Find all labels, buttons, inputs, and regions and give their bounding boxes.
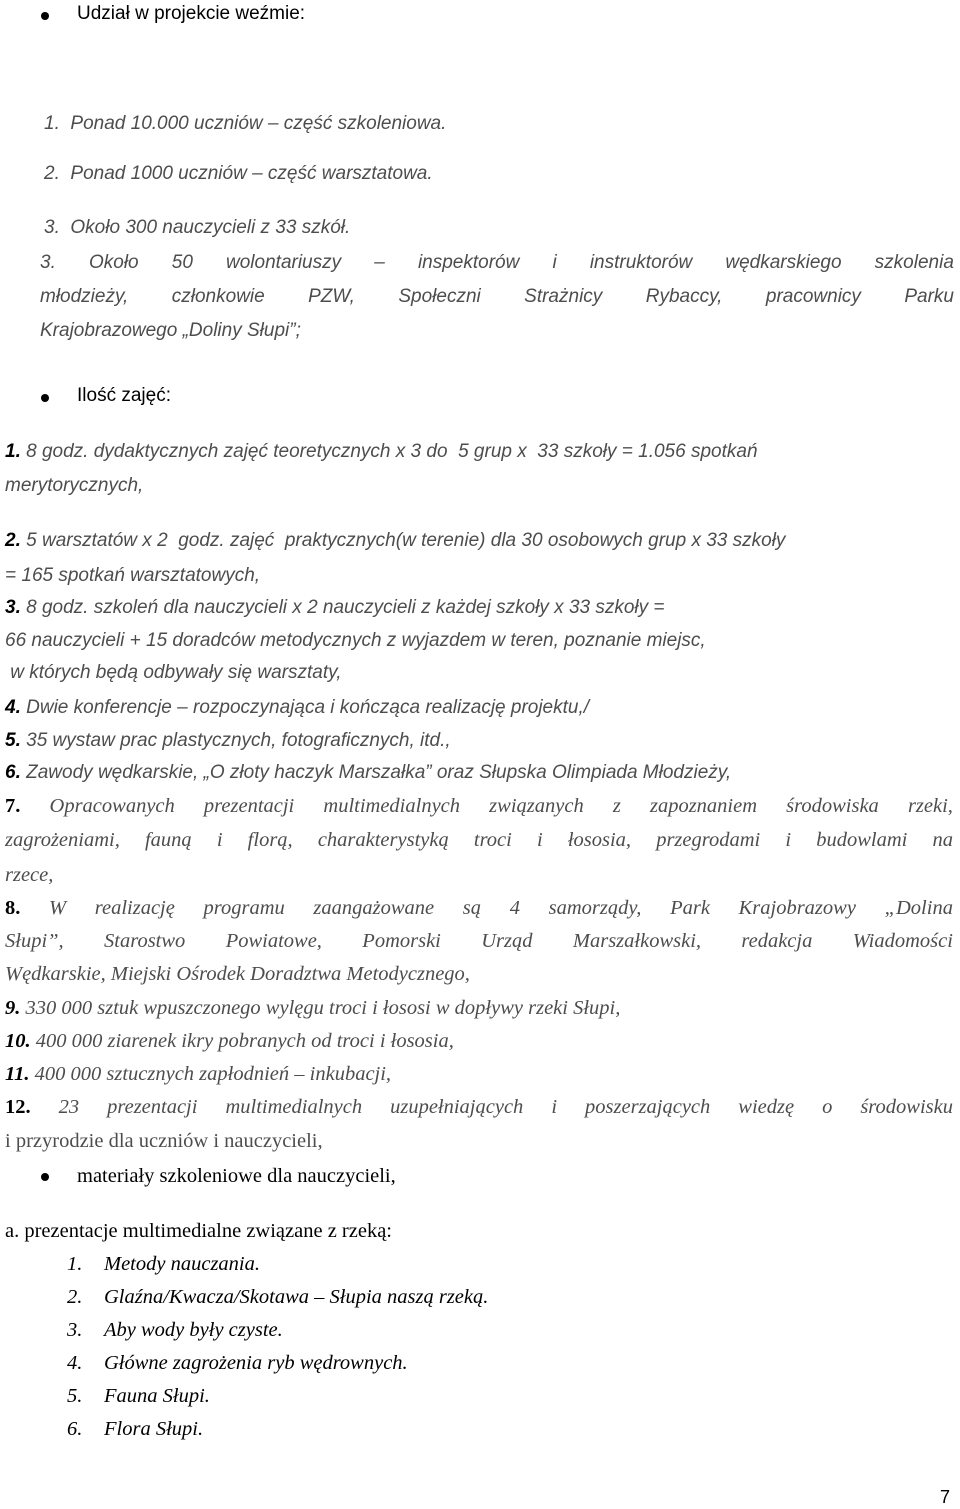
activity-line: [5, 662, 960, 685]
word: i: [551, 1096, 558, 1118]
item-number: 11.: [5, 1063, 30, 1085]
word: Pomorski: [362, 930, 441, 952]
word: Wiadomości: [852, 930, 953, 952]
word: szkolenia: [874, 252, 954, 273]
word: Społeczni: [398, 286, 481, 307]
activity-text: 66 nauczycieli + 15 doradców metodycznych z wyjazdem w teren, poznanie miejsc,: [5, 630, 706, 651]
item-number: 6.: [5, 762, 21, 783]
participant-item-3: 3. Około 300 nauczycieli z 33 szkół.: [44, 217, 351, 238]
word: instruktorów: [589, 252, 693, 273]
presentation-text: Glaźna/Kwacza/Skotawa – Słupia naszą rzeką.: [104, 1286, 489, 1308]
activity-item-8-line1: [5, 897, 953, 920]
word: 3.: [40, 252, 56, 273]
word: PZW,: [308, 286, 355, 307]
presentation-text: Metody nauczania.: [104, 1253, 260, 1275]
word: zaangażowane: [313, 897, 435, 919]
participant-item-4-line3: Krajobrazowego „Doliny Słupi”;: [40, 320, 301, 341]
activity-line: [5, 630, 960, 653]
word: 4: [509, 897, 520, 919]
word: Około: [88, 252, 139, 273]
presentation-text: Aby wody były czyste.: [104, 1319, 283, 1341]
word: Krajobrazowy: [738, 897, 856, 919]
activity-text: 400 000 sztucznych zapłodnień – inkubacji,: [29, 1063, 392, 1085]
word: multimedialnych: [225, 1096, 363, 1118]
activity-line: [5, 762, 960, 785]
item-number: 3.: [5, 597, 21, 618]
word: Parku: [904, 286, 954, 307]
item-number: 2.: [5, 530, 21, 551]
word: –: [374, 252, 385, 273]
word: wędkarskiego: [725, 252, 842, 273]
presentation-item: [67, 1252, 960, 1277]
word: i: [216, 829, 223, 851]
word: wolontariuszy: [226, 252, 342, 273]
word: środowiska: [786, 795, 879, 817]
word: członkowie: [171, 286, 265, 307]
presentation-text: Flora Słupi.: [104, 1418, 204, 1440]
word: inspektorów: [417, 252, 520, 273]
word: i: [552, 252, 557, 273]
word: programu: [203, 897, 285, 919]
word: „Dolina: [884, 897, 953, 919]
section2-heading: Ilość zajęć:: [77, 385, 171, 406]
word: Opracowanych: [49, 795, 175, 817]
word: poszerzających: [585, 1096, 711, 1118]
bullet-icon: [41, 394, 49, 402]
word: zapoznaniem: [649, 795, 758, 817]
word: 50: [171, 252, 193, 273]
word: z: [612, 795, 621, 817]
activity-line: [5, 597, 960, 620]
word: W: [49, 897, 67, 919]
word: prezentacji: [107, 1096, 198, 1118]
word: Marszałkowski,: [572, 930, 702, 952]
activity-line: [5, 475, 960, 498]
word: charakterystyką: [317, 829, 449, 851]
word: Rybaccy,: [645, 286, 723, 307]
activity-item-8-line3: Wędkarskie, Miejski Ośrodek Doradztwa Metodycznego,: [5, 963, 470, 985]
word: są: [462, 897, 482, 919]
item-number: 5.: [5, 730, 21, 751]
item-number: 3.: [67, 1319, 83, 1341]
activity-text: merytorycznych,: [5, 475, 144, 496]
page-number: 7: [940, 1487, 951, 1507]
activity-item-7-line1: [5, 795, 953, 818]
activity-text: 35 wystaw prac plastycznych, fotograficznych, itd.,: [20, 730, 451, 751]
activity-text: 8 godz. dydaktycznych zajęć teoretycznych x 3 do 5 grup x 33 szkoły = 1.056 spotkań: [20, 441, 758, 462]
activity-line: [5, 1029, 960, 1054]
activity-item-12-line2: i przyrodzie dla uczniów i nauczycieli,: [5, 1130, 323, 1152]
word: troci: [473, 829, 512, 851]
presentation-item: [67, 1318, 960, 1343]
word: i: [785, 829, 792, 851]
section1-heading: Udział w projekcie weźmie:: [77, 3, 306, 24]
word: rzeki,: [907, 795, 953, 817]
presentation-text: Fauna Słupi.: [104, 1385, 210, 1407]
item-number: 9.: [5, 997, 21, 1019]
word: Starostwo: [104, 930, 186, 952]
item-number: 6.: [67, 1418, 83, 1440]
activity-item-7-line3: rzece,: [5, 864, 54, 886]
activity-text: 400 000 ziarenek ikry pobranych od troci i łososia,: [30, 1030, 454, 1052]
activity-text: = 165 spotkań warsztatowych,: [5, 565, 261, 586]
word: multimedialnych: [323, 795, 461, 817]
presentation-item: [67, 1285, 960, 1310]
activity-text: 330 000 sztuk wpuszczonego wylęgu troci i łososi w dopływy rzeki Słupi,: [20, 997, 621, 1019]
activity-text: 8 godz. szkoleń dla nauczycieli x 2 nauczycieli z każdej szkoły x 33 szkoły =: [20, 597, 665, 618]
word: 8.: [5, 897, 21, 919]
word: i: [536, 829, 543, 851]
word: Powiatowe,: [225, 930, 322, 952]
materials-bullet: materiały szkoleniowe dla nauczycieli,: [77, 1165, 396, 1187]
word: 12.: [5, 1096, 31, 1118]
presentations-subheading: a. prezentacje multimedialne związane z rzeką:: [5, 1220, 392, 1242]
word: przegrodami: [656, 829, 761, 851]
word: Park: [670, 897, 710, 919]
word: Urząd: [481, 930, 533, 952]
activity-line: [5, 1062, 960, 1087]
word: pracownicy: [765, 286, 861, 307]
word: o: [822, 1096, 833, 1118]
word: prezentacji: [203, 795, 295, 817]
word: samorządy,: [548, 897, 642, 919]
activity-text: 5 warsztatów x 2 godz. zajęć praktycznych(w terenie) dla 30 osobowych grup x 33 szkoły: [20, 530, 786, 551]
word: zagrożeniami,: [5, 829, 120, 851]
word: 23: [58, 1096, 80, 1118]
activity-line: [5, 996, 960, 1021]
word: fauną: [144, 829, 192, 851]
word: środowisku: [860, 1096, 953, 1118]
activity-line: [5, 530, 960, 553]
item-number: 2.: [67, 1286, 83, 1308]
bullet-icon: [41, 1173, 49, 1181]
bullet-icon: [41, 12, 49, 20]
word: łososia,: [567, 829, 632, 851]
word: wiedzę: [738, 1096, 795, 1118]
item-number: 1.: [67, 1253, 83, 1275]
item-number: 1.: [5, 441, 21, 462]
word: budowlami: [816, 829, 908, 851]
item-number: 4.: [5, 697, 21, 718]
presentation-item: [67, 1417, 960, 1442]
activity-text: w których będą odbywały się warsztaty,: [5, 662, 342, 683]
activity-item-7-line2: [5, 829, 953, 852]
activity-text: Dwie konferencje – rozpoczynająca i kończąca realizację projektu,/: [20, 697, 590, 718]
word: uzupełniających: [390, 1096, 524, 1118]
participant-item-1: 1. Ponad 10.000 uczniów – część szkoleniowa.: [44, 113, 447, 134]
word: związanych: [489, 795, 584, 817]
activity-line: [5, 697, 960, 720]
presentation-item: [67, 1351, 960, 1376]
activity-line: [5, 565, 960, 588]
word: realizację: [94, 897, 175, 919]
presentation-text: Główne zagrożenia ryb wędrownych.: [104, 1352, 408, 1374]
word: młodzieży,: [40, 286, 129, 307]
item-number: 10.: [5, 1030, 31, 1052]
participant-item-4-line2: [40, 286, 954, 308]
word: Słupi”,: [5, 930, 64, 952]
participant-item-2: 2. Ponad 1000 uczniów – część warsztatowa.: [44, 163, 433, 184]
presentation-item: [67, 1384, 960, 1409]
activity-text: Zawody wędkarskie, „O złoty haczyk Marszałka” oraz Słupska Olimpiada Młodzieży,: [20, 762, 732, 783]
activity-line: [5, 441, 960, 464]
activity-item-12-line1: [5, 1096, 953, 1119]
word: redakcja: [741, 930, 813, 952]
item-number: 5.: [67, 1385, 83, 1407]
word: Strażnicy: [524, 286, 603, 307]
activity-item-8-line2: [5, 930, 953, 953]
word: florą,: [247, 829, 293, 851]
word: 7.: [5, 795, 21, 817]
participant-item-4-line1: [40, 252, 954, 274]
activity-line: [5, 730, 960, 753]
word: na: [932, 829, 953, 851]
item-number: 4.: [67, 1352, 83, 1374]
